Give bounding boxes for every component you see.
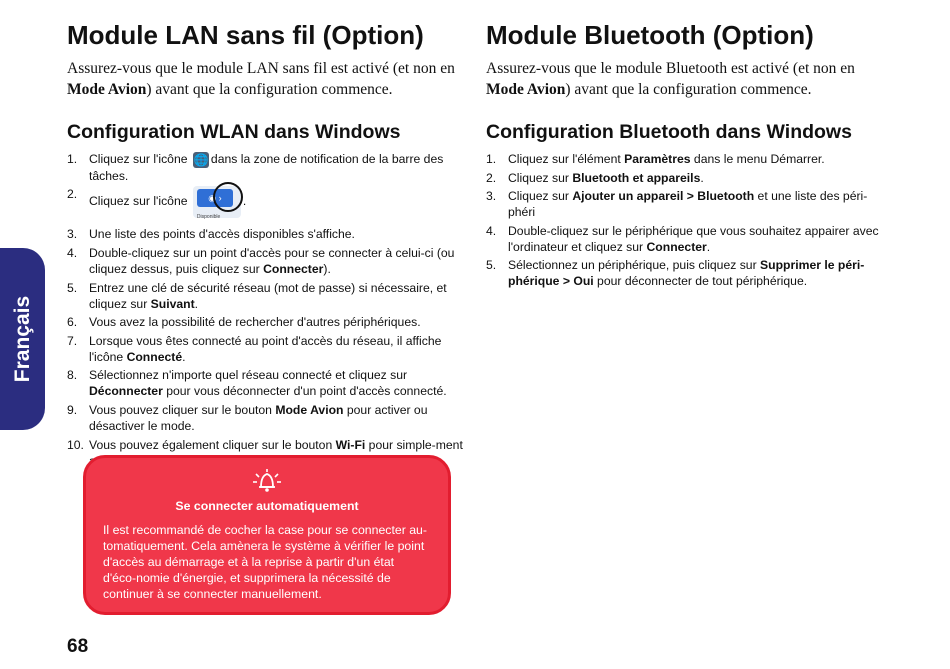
wlan-title: Module LAN sans fil (Option): [67, 20, 424, 50]
wifi-button-icon: ◉ › Disponible: [193, 186, 241, 218]
bluetooth-section: [486, 18, 886, 292]
network-globe-icon: 🌐: [193, 152, 209, 167]
note-title: Se connecter automatiquement: [175, 499, 359, 513]
list-item: 5. Sélectionnez un périphérique, puis cliquez sur Supprimer le péri-phérique > Oui pour déconnecter de tout périphérique.: [486, 258, 865, 289]
bluetooth-heading: Configuration Bluetooth dans Windows: [486, 121, 852, 143]
language-label: Français: [10, 295, 34, 383]
list-item: 2. Cliquez sur l'icône ◉ › Disponible .: [67, 186, 467, 218]
wlan-steps: [67, 151, 467, 469]
list-item: 1. Cliquez sur l'icône 🌐 dans la zone de notification de la barre des tâches.: [67, 152, 444, 183]
bluetooth-intro: Assurez-vous que le module Bluetooth est activé (et non en Mode Avion) avant que la configuration commence.: [486, 60, 855, 98]
list-item: 8. Sélectionnez n'importe quel réseau connecté et cliquez sur Déconnecter pour vous déconnecter d'un point d'accès connecté.: [67, 368, 447, 399]
list-item: 10. Vous pouvez également cliquer sur le bouton Wi-Fi pour simple-ment: [67, 437, 463, 452]
bluetooth-title: Module Bluetooth (Option): [486, 20, 814, 50]
list-item: 7. Lorsque vous êtes connecté au point d'accès du réseau, il affiche l'icône Connecté.: [67, 333, 442, 364]
list-item: 3. Une liste des points d'accès disponibles s'affiche.: [67, 227, 355, 242]
list-item: 4. Double-cliquez sur le périphérique que vous souhaitez appairer avec l'ordinateur et cliquez sur Connecter.: [486, 223, 879, 254]
wlan-intro: Assurez-vous que le module LAN sans fil est activé (et non en Mode Avion) avant que la configuration commence.: [67, 60, 455, 98]
list-item: 6. Vous avez la possibilité de rechercher d'autres périphériques.: [67, 315, 421, 330]
list-item: 5. Entrez une clé de sécurité réseau (mot de passe) si nécessaire, et cliquez sur Suivant.: [67, 280, 447, 311]
list-item: 9. Vous pouvez cliquer sur le bouton Mode Avion pour activer ou désactiver le mode.: [67, 402, 428, 433]
bluetooth-steps: [486, 151, 886, 289]
list-item: 2. Cliquez sur Bluetooth et appareils.: [486, 170, 704, 185]
note-box: [83, 455, 451, 615]
wlan-heading: Configuration WLAN dans Windows: [67, 121, 401, 143]
note-body: Il est recommandé de cocher la case pour se connecter au-tomatiquement. Cela amènera le système à vérifier le point d'accès au démarrage et à la reprise à partir d'un état d'éco-nomie d'énergie, et supprimera la nécessité de continuer à se connecter manuellement.: [103, 523, 427, 601]
list-item: 4. Double-cliquez sur un point d'accès pour se connecter à celui-ci (ou cliquez dessus, puis cliquez sur Connecter).: [67, 245, 455, 276]
list-item: 1. Cliquez sur l'élément Paramètres dans le menu Démarrer.: [486, 152, 825, 166]
wlan-section: [67, 18, 467, 471]
list-item: 3. Cliquez sur Ajouter un appareil > Bluetooth et une liste des péri-phéri: [486, 189, 868, 220]
page-number: 68: [67, 636, 89, 657]
bell-alert-icon: [250, 467, 284, 493]
language-side-tab: [0, 248, 45, 430]
